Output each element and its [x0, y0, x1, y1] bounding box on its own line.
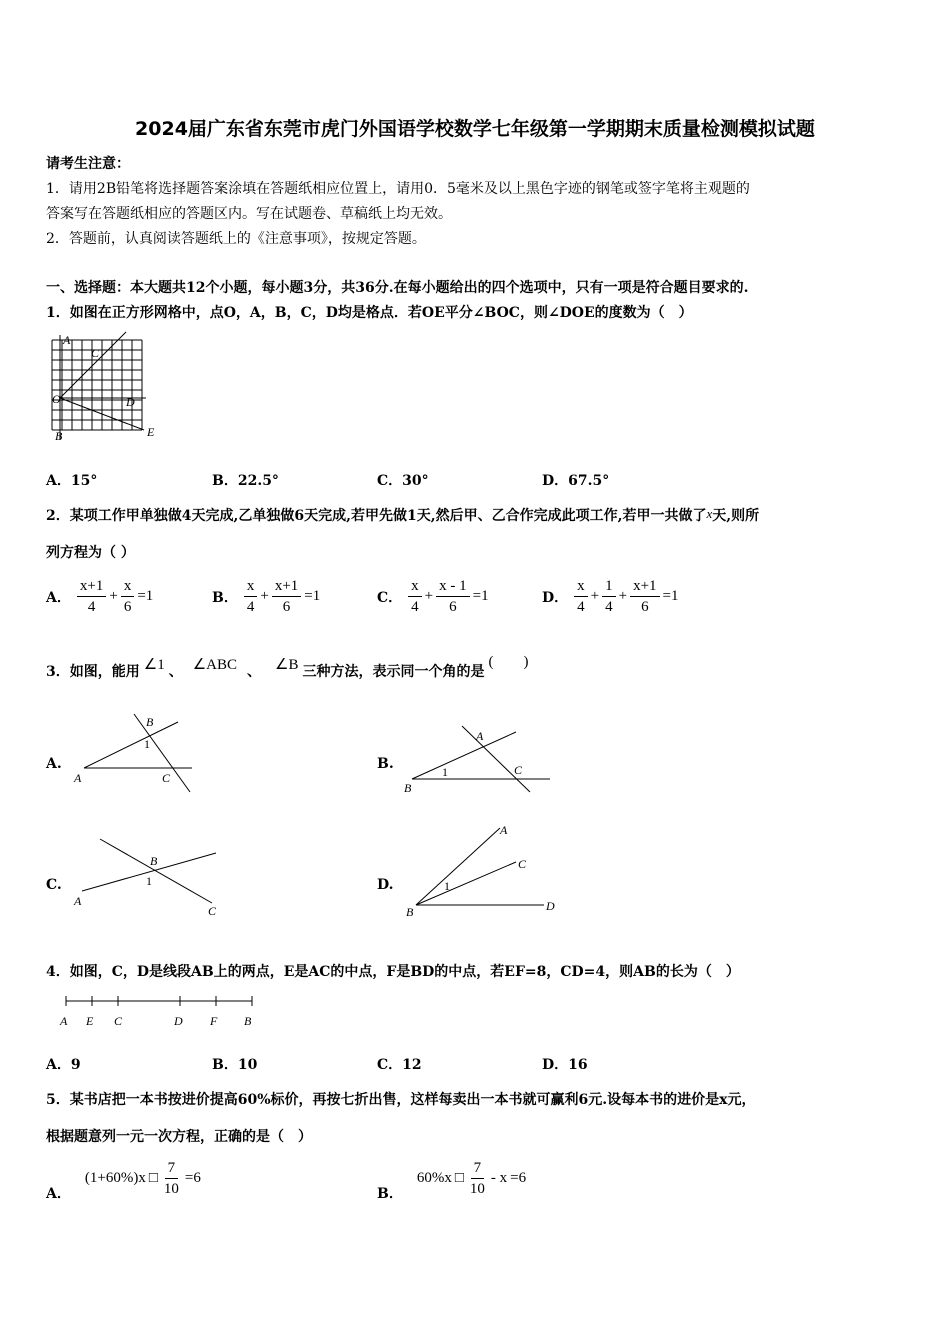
- q3-option-b[interactable]: B.: [377, 756, 394, 772]
- q5-option-a[interactable]: A． (1+60%)x □ $\frac{7}{10}$ =6: [46, 1160, 201, 1202]
- notice-line-2: 2．答题前，认真阅读答题纸上的《注意事项》，按规定答题。: [46, 231, 426, 247]
- svg-text:B: B: [406, 905, 414, 919]
- q4-option-d[interactable]: D．16: [542, 1057, 588, 1073]
- q2-option-b[interactable]: B． $\frac{x}{4}$ + $\frac{x+1}{6}$ =1: [212, 578, 321, 615]
- q1-option-c[interactable]: C．30°: [377, 473, 429, 489]
- q3-figure-b: [398, 722, 558, 797]
- q3-figure-c: [70, 835, 230, 920]
- svg-text:A: A: [476, 729, 484, 743]
- svg-text:F: F: [210, 1014, 218, 1028]
- q3-figure-d: [398, 818, 568, 923]
- q3-option-a[interactable]: A.: [46, 756, 62, 772]
- q4-segment-figure: [56, 993, 266, 1033]
- page-title: 2024届广东省东莞市虎门外国语学校数学七年级第一学期期末质量检测模拟试题: [135, 118, 815, 140]
- svg-text:1: 1: [144, 737, 150, 751]
- q1-label-a: A: [63, 333, 71, 347]
- q1-label-e: E: [147, 425, 155, 439]
- svg-text:A: A: [74, 894, 82, 908]
- q4-option-a[interactable]: A．9: [46, 1057, 81, 1073]
- svg-text:C: C: [114, 1014, 123, 1028]
- svg-text:1: 1: [146, 874, 152, 888]
- svg-text:B: B: [244, 1014, 252, 1028]
- q2-stem-2: 列方程为（ ）: [46, 545, 135, 561]
- q2-option-d[interactable]: D． $\frac{x}{4}$ + $\frac{1}{4}$ + $\frac{x+1}{6}$ =1: [542, 578, 679, 615]
- q1-label-b: B: [55, 429, 63, 443]
- q5-option-b[interactable]: B． 60%x □ $\frac{7}{10}$ - x =6: [377, 1160, 527, 1202]
- svg-text:C: C: [162, 771, 171, 785]
- q4-stem: 4．如图，C，D是线段AB上的两点，E是AC的中点，F是BD的中点，若EF=8，CD=4，则AB的长为（ ）: [46, 964, 740, 980]
- svg-text:D: D: [174, 1014, 183, 1028]
- q1-option-d[interactable]: D．67.5°: [542, 473, 610, 489]
- q5-stem-2: 根据题意列一元一次方程，正确的是（ ）: [46, 1129, 312, 1145]
- q3-stem: 3．如图，能用 ∠1 、 ∠ABC 、 ∠B 三种方法，表示同一个角的是 ( ): [46, 654, 529, 680]
- svg-text:A: A: [500, 823, 508, 837]
- svg-text:B: B: [146, 715, 154, 729]
- q3-option-c[interactable]: C.: [46, 877, 62, 893]
- q1-grid-figure: [46, 330, 166, 445]
- section-heading: 一、选择题：本大题共12个小题，每小题3分，共36分.在每小题给出的四个选项中，只有一项是符合题目要求的.: [46, 280, 749, 296]
- q4-option-b[interactable]: B．10: [212, 1057, 258, 1073]
- q1-stem: 1．如图在正方形网格中，点O，A，B，C，D均是格点．若OE平分∠BOC，则∠DOE的度数为（ ）: [46, 305, 693, 321]
- q3-figure-a: [70, 710, 200, 795]
- notice-heading: 请考生注意：: [46, 156, 130, 172]
- svg-text:B: B: [404, 781, 412, 795]
- svg-text:1: 1: [442, 765, 448, 779]
- q1-label-d: D: [126, 395, 135, 409]
- q1-option-a[interactable]: A．15°: [46, 473, 98, 489]
- notice-line-1b: 答案写在答题纸相应的答题区内。写在试题卷、草稿纸上均无效。: [46, 206, 452, 222]
- q1-label-c: C: [91, 346, 100, 360]
- q3-option-d[interactable]: D.: [377, 877, 394, 893]
- q2-stem: 2．某项工作甲单独做4天完成,乙单独做6天完成,若甲先做1天,然后甲、乙合作完成此项工作,若甲一共做了x天,则所: [46, 506, 760, 524]
- q2-option-a[interactable]: A． $\frac{x+1}{4}$ + $\frac{x}{6}$ =1: [46, 578, 154, 615]
- svg-text:B: B: [150, 854, 158, 868]
- q2-option-c[interactable]: C． $\frac{x}{4}$ + $\frac{x - 1}{6}$ =1: [377, 578, 489, 615]
- svg-text:A: A: [60, 1014, 68, 1028]
- svg-text:1: 1: [444, 879, 450, 893]
- svg-text:E: E: [86, 1014, 94, 1028]
- svg-text:C: C: [208, 904, 217, 918]
- q5-stem: 5．某书店把一本书按进价提高60%标价，再按七折出售，这样每卖出一本书就可赢利6元.设每本书的进价是x元，: [46, 1092, 756, 1108]
- q1-label-o: O: [52, 392, 61, 406]
- svg-text:C: C: [514, 763, 523, 777]
- svg-text:C: C: [518, 857, 527, 871]
- svg-text:A: A: [74, 771, 82, 785]
- svg-text:D: D: [546, 899, 555, 913]
- q2-var: x: [706, 506, 713, 521]
- notice-line-1: 1．请用2B铅笔将选择题答案涂填在答题纸相应位置上，请用0．5毫米及以上黑色字迹的钢笔或签字笔将主观题的: [46, 181, 750, 197]
- q1-option-b[interactable]: B．22.5°: [212, 473, 279, 489]
- q4-option-c[interactable]: C．12: [377, 1057, 422, 1073]
